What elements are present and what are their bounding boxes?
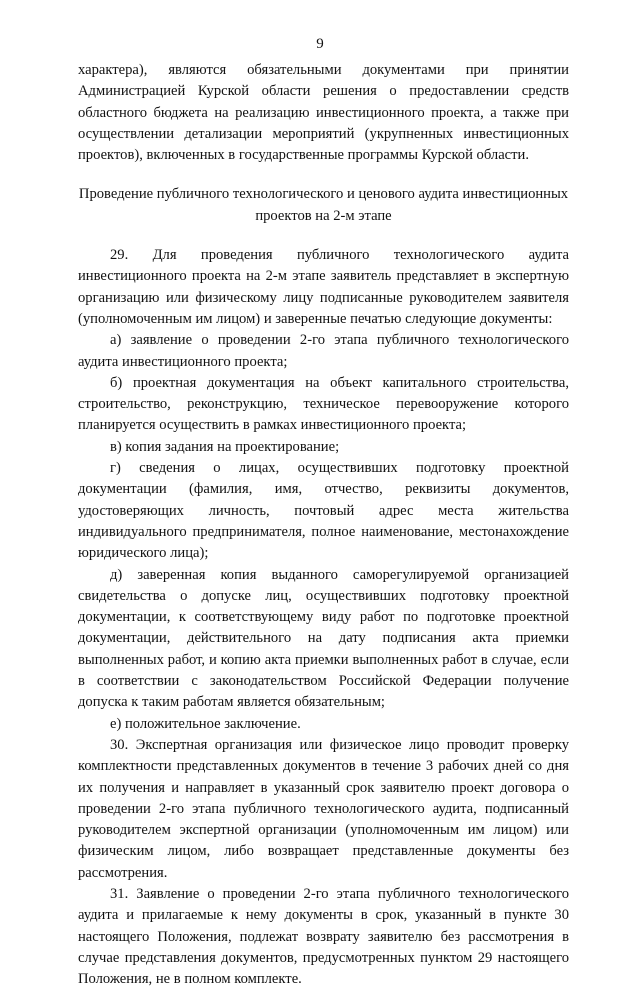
item-b: б) проектная документация на объект капитального строительства, строительство, реконструкцию, техническое перевооружение которого планируется осуществить в рамках инвестиционного проекта; [78, 374, 569, 434]
clause-29: 29. Для проведения публичного технологического аудита инвестиционного проекта на 2-м этапе заявитель представляет в экспертную организацию или физическому лицу подписанные руководителем заявителя (уполномоченным им лицом) и заверенные печатью следующие документы: [78, 247, 569, 327]
item-d: д) заверенная копия выданного саморегулируемой организацией свидетельства о допуске лиц, осуществивших подготовку проектной документации, к соответствующему виду работ по подготовке проектной документации, действительного на дату подписания акта приемки выполненных работ, и копию акта приемки выполненных работ в случае, если в соответствии с законодательством Российской Федерации получение допуска к таким работам является обязательным; [78, 566, 569, 711]
section-heading: Проведение публичного технологического и ценового аудита инвестиционных проектов на 2-м этапе [78, 186, 569, 224]
paragraph-continuation: характера), являются обязательными документами при принятии Администрацией Курской области решения о предоставлении средств областного бюджета на реализацию инвестиционного проекта, а также при осуществлении детализации мероприятий (укрупненных инвестиционных проектов), включенных в государственные программы Курской области. [78, 62, 569, 164]
clause-31: 31. Заявление о проведении 2-го этапа публичного технологического аудита и прилагаемые к нему документы в срок, указанный в пункте 30 настоящего Положения, подлежат возврату заявителю без рассмотрения в случае представления документов, предусмотренных пунктом 29 настоящего Положения, не в полном комплекте. [78, 885, 569, 988]
clause-30: 30. Экспертная организация или физическое лицо проводит проверку комплектности представленных документов в течение 3 рабочих дней со дня их получения и направляет в указанный срок заявителю проект договора о проведении 2-го этапа публичного технологического аудита, подписанный руководителем экспертной организации (уполномоченным им лицом) или физическим лицом, либо возвращает представленные документы без рассмотрения. [78, 736, 569, 881]
item-v: в) копия задания на проектирование; [110, 438, 340, 455]
item-e: е) положительное заключение. [110, 715, 301, 732]
item-a: а) заявление о проведении 2-го этапа публичного технологического аудита инвестиционного проекта; [78, 332, 569, 370]
item-g: г) сведения о лицах, осуществивших подготовку проектной документации (фамилия, имя, отчество, реквизиты документов, удостоверяющих личность, почтовый адрес места жительства индивидуального предпринимателя, полное наименование, местонахождение юридического лица); [78, 460, 569, 562]
page-body [78, 60, 569, 990]
page-number: 9 [316, 36, 324, 52]
